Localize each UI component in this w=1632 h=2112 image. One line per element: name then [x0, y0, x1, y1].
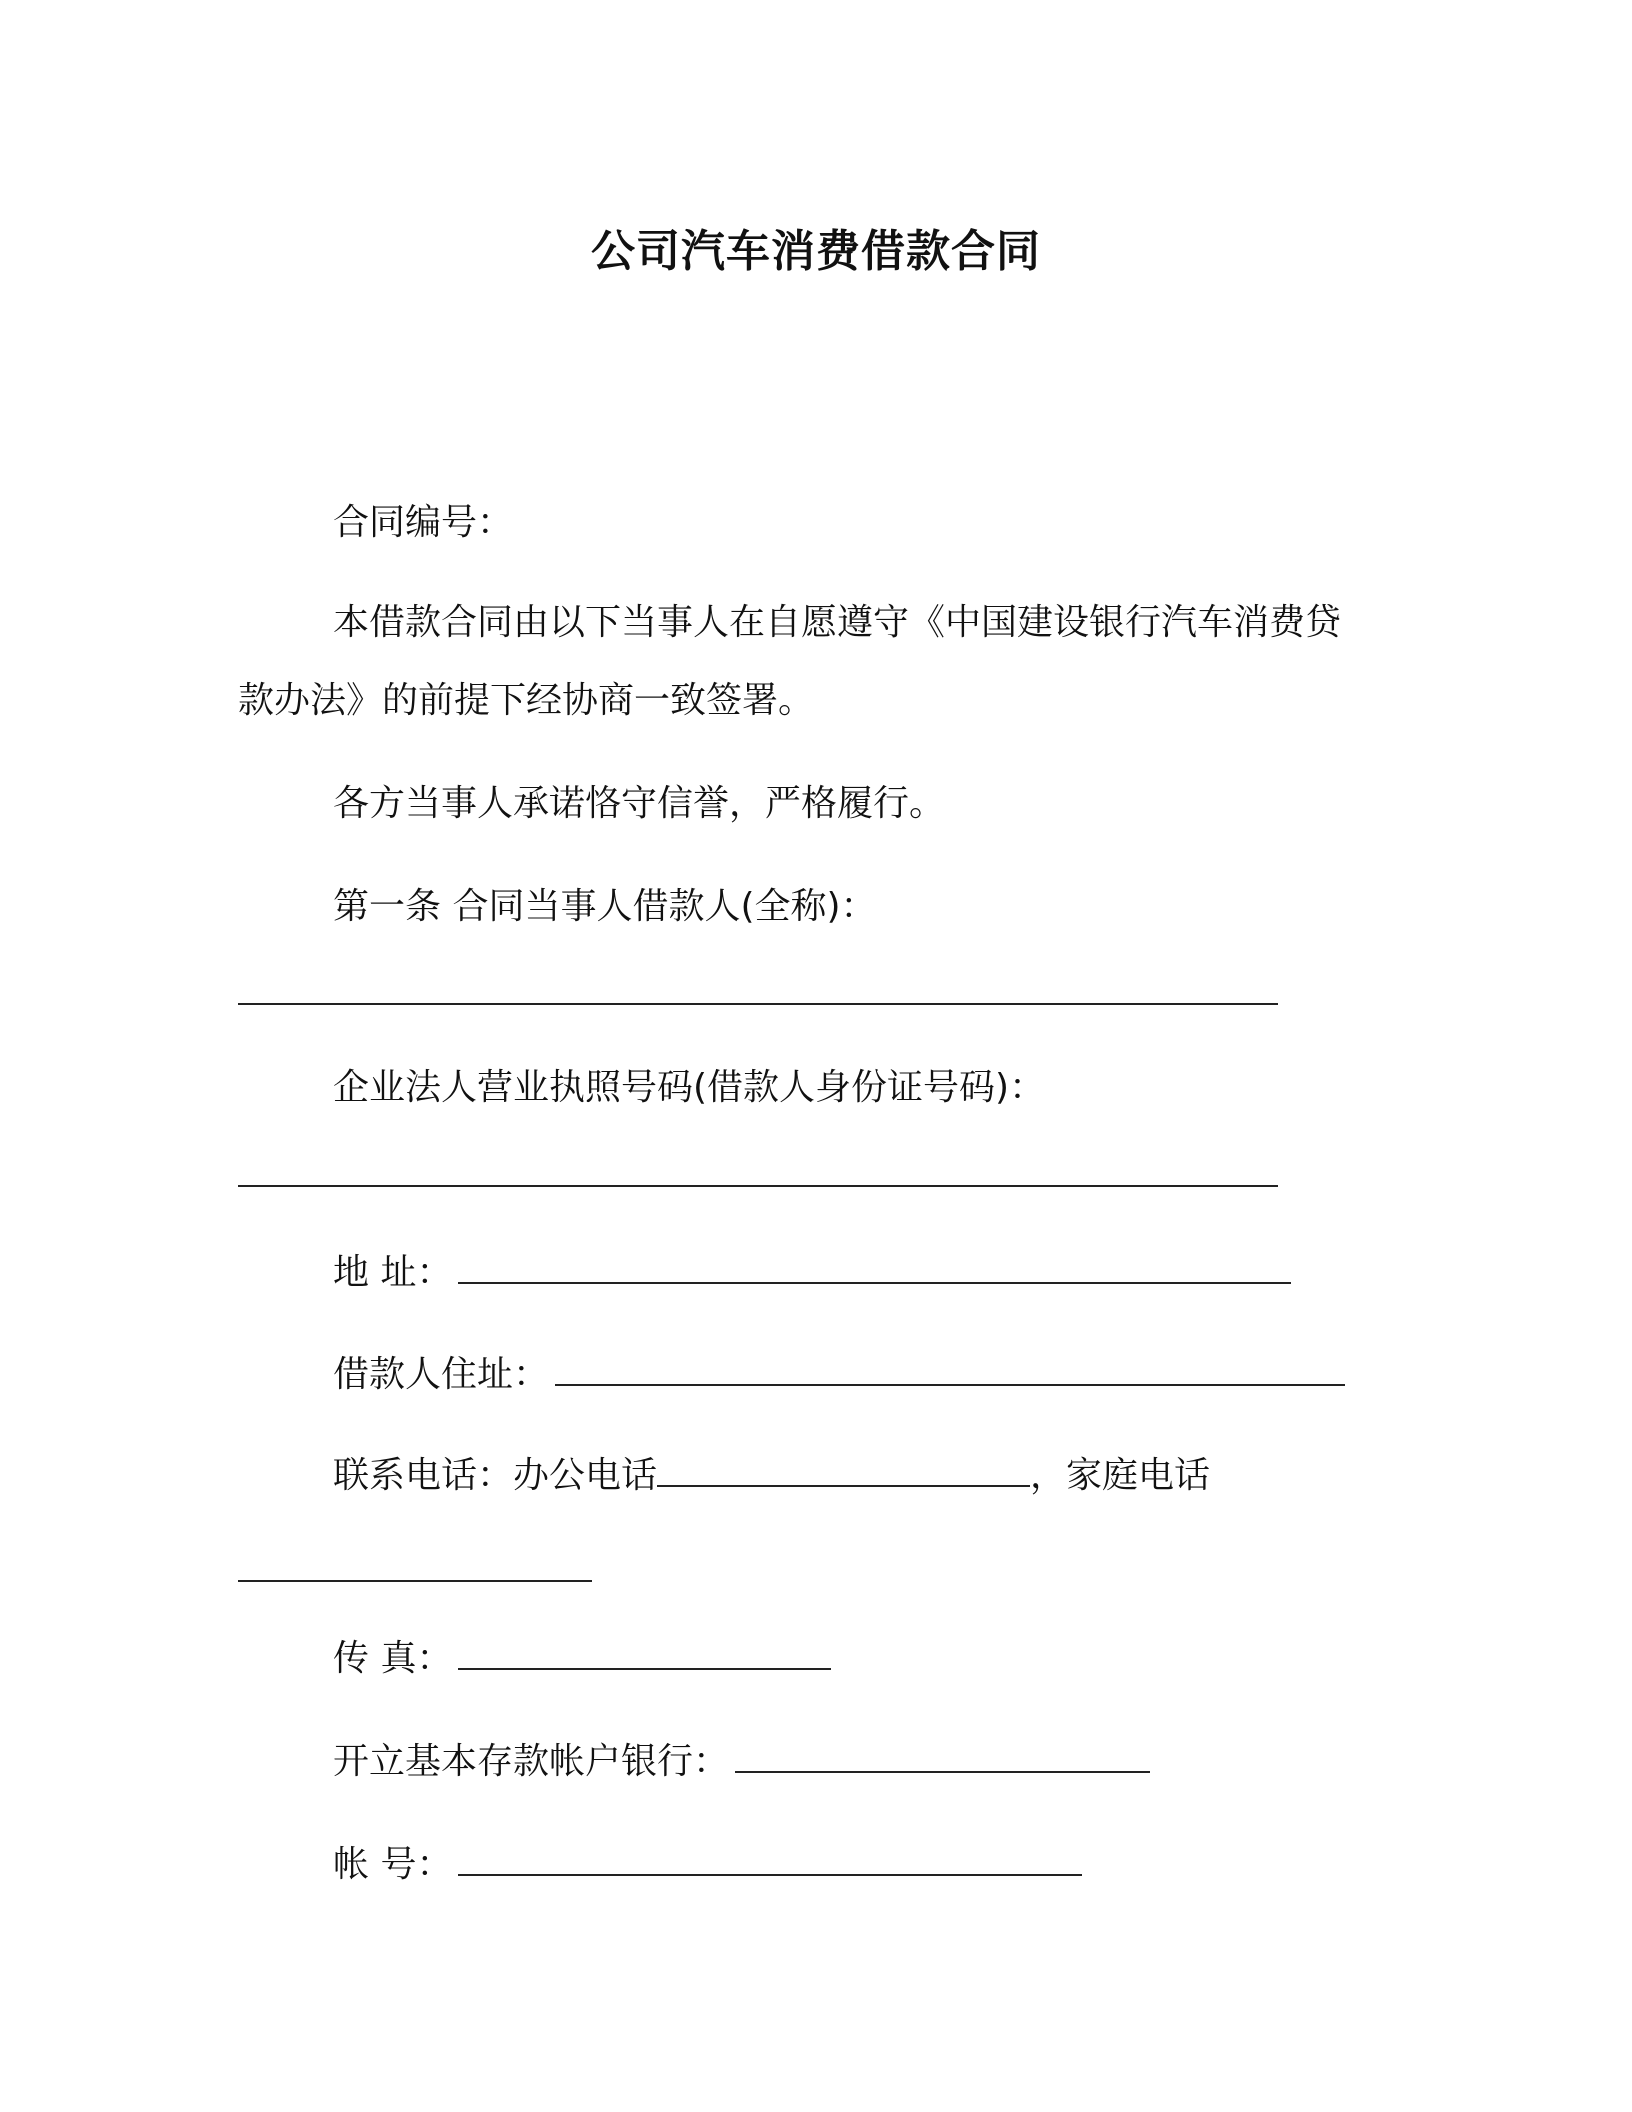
intro-line-2: 款办法》的前提下经协商一致签署。	[238, 680, 815, 721]
home-phone-blank[interactable]	[238, 1546, 592, 1582]
bank-label: 开立基本存款帐户银行：	[333, 1741, 730, 1782]
office-phone-label: 联系电话：办公电话	[333, 1455, 658, 1496]
bank-row	[333, 1736, 1150, 1788]
contract-number-label: 合同编号：	[333, 502, 514, 543]
bank-blank[interactable]	[735, 1737, 1150, 1773]
account-row	[333, 1839, 1082, 1891]
commitment-text: 各方当事人承诺恪守信誉，严格履行。	[333, 783, 946, 824]
document-title: 公司汽车消费借款合同	[591, 226, 1041, 277]
address-blank[interactable]	[458, 1248, 1291, 1284]
home-phone-label: ，家庭电话	[1030, 1455, 1211, 1496]
office-phone-blank[interactable]	[657, 1451, 1030, 1487]
license-number-label: 企业法人营业执照号码(借款人身份证号码)：	[333, 1067, 1046, 1108]
license-number-blank[interactable]	[238, 1185, 1278, 1187]
fax-row	[333, 1633, 831, 1685]
fax-label: 传 真：	[333, 1638, 453, 1679]
intro-line-1: 本借款合同由以下当事人在自愿遵守《中国建设银行汽车消费贷	[333, 602, 1342, 643]
account-label: 帐 号：	[333, 1844, 453, 1885]
phone-row	[333, 1450, 1210, 1502]
article-1-label: 第一条 合同当事人借款人(全称)：	[333, 886, 877, 927]
residence-label: 借款人住址：	[333, 1354, 550, 1395]
address-row	[333, 1247, 1291, 1299]
home-phone-row	[238, 1545, 592, 1597]
residence-row	[333, 1349, 1345, 1401]
residence-blank[interactable]	[555, 1350, 1345, 1386]
borrower-name-blank[interactable]	[238, 1003, 1278, 1005]
address-label: 地 址：	[333, 1252, 453, 1293]
fax-blank[interactable]	[458, 1634, 831, 1670]
account-blank[interactable]	[458, 1840, 1082, 1876]
